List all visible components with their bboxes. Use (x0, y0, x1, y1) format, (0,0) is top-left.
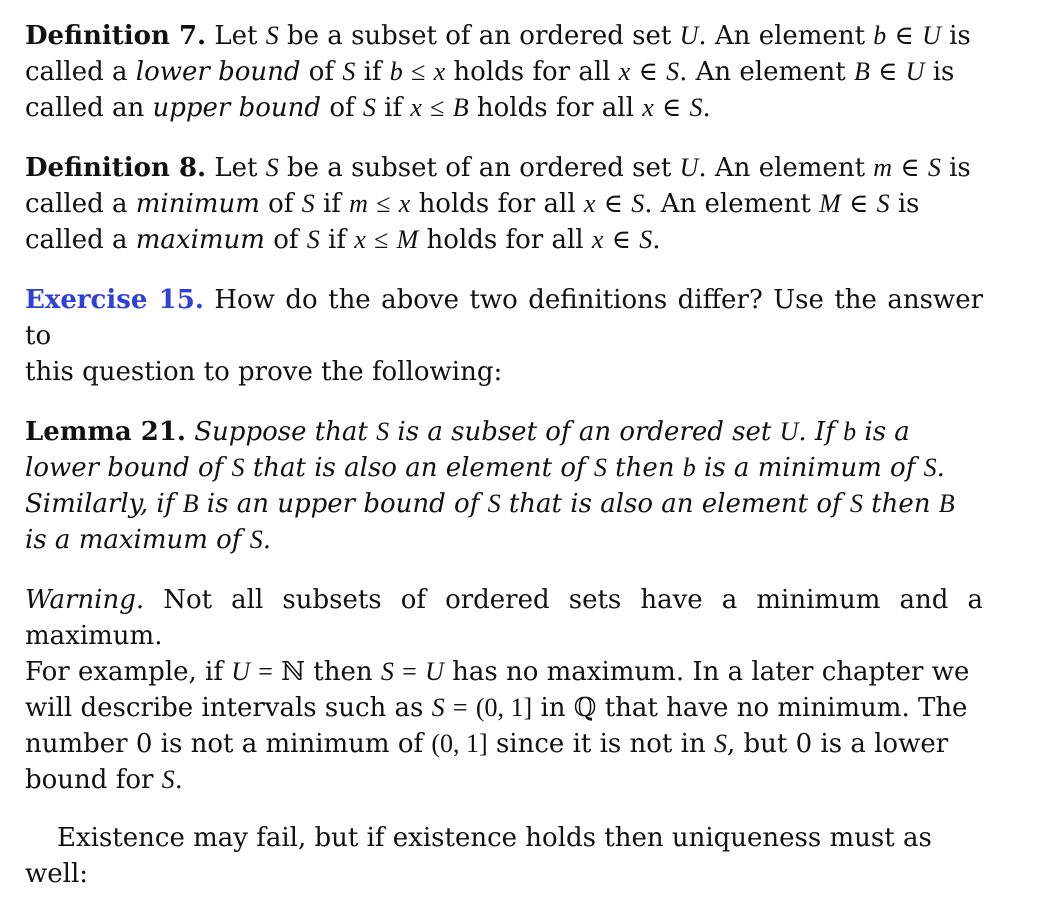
text: . An element (644, 189, 811, 219)
text: . (702, 93, 711, 123)
warning-header: Warning. (25, 585, 145, 615)
exercise-15 (25, 282, 983, 390)
math-var: b (389, 57, 403, 86)
term-minimum: minimum (135, 189, 260, 219)
def8-header: Definition 8. (25, 153, 207, 183)
term-upper-bound: upper bound (152, 93, 322, 123)
def7-line-3 (25, 90, 983, 126)
text: is a minimum of (704, 453, 916, 483)
text: is a subset of an ordered set (397, 417, 772, 447)
text: How do the above two definitions differ? Use the answer to (25, 285, 984, 351)
text: be a subset of an ordered set (287, 153, 672, 183)
math-var: x (591, 225, 604, 254)
math-symbol: ∈ (878, 57, 898, 86)
text: this question to prove the following: (25, 357, 503, 387)
math-symbol: ∈ (849, 189, 869, 218)
lemma-21-header: Lemma 21. (25, 417, 186, 447)
text: Let (214, 21, 258, 51)
math-var: S (265, 153, 279, 182)
text: number 0 is not a minimum of (25, 729, 424, 759)
text: . An element (679, 57, 846, 87)
math-var: U (231, 657, 251, 686)
math-var: S (689, 93, 703, 122)
term-lower-bound: lower bound (135, 57, 301, 87)
math-var: S (593, 453, 607, 482)
math-var: M (396, 225, 419, 254)
math-var: S (487, 489, 501, 518)
math-var: x (618, 57, 631, 86)
text: lower bound of (25, 453, 224, 483)
closing-paragraph (25, 820, 983, 892)
math-var: S (927, 153, 941, 182)
text: . (174, 765, 183, 795)
warning-line-4 (25, 726, 983, 762)
math-var: x (642, 93, 654, 122)
text: , but 0 is a lower (726, 729, 949, 759)
text: of (308, 57, 335, 87)
text: Similarly, if (25, 489, 175, 519)
interval: (0, 1] (431, 729, 488, 758)
math-var: S (876, 189, 890, 218)
lemma-line-4 (25, 522, 983, 558)
text: is a (864, 417, 910, 447)
text: then (615, 453, 675, 483)
text: if (363, 57, 382, 87)
math-var: S (849, 489, 863, 518)
math-var: S (265, 21, 279, 50)
math-var: m (349, 189, 368, 218)
text: of (268, 189, 294, 219)
text: holds for all (453, 57, 611, 87)
text: will describe intervals such as (25, 693, 424, 723)
math-var: x (433, 57, 446, 86)
naturals-symbol: ℕ (281, 657, 305, 686)
math-var: S (713, 729, 727, 758)
def8-line-2 (25, 186, 983, 222)
math-symbol: ∈ (894, 21, 914, 50)
math-var: x (583, 189, 596, 218)
interval: (0, 1] (475, 693, 533, 722)
math-var: U (779, 417, 799, 446)
math-symbol: ∈ (611, 225, 631, 254)
math-var: m (873, 153, 893, 182)
text: is (949, 21, 971, 51)
math-var: U (425, 657, 444, 686)
math-symbol: = (402, 657, 417, 686)
text: that is also an element of (252, 453, 586, 483)
math-var: S (249, 525, 263, 554)
exercise-line-2 (25, 354, 983, 390)
math-var: S (306, 225, 320, 254)
math-var: S (923, 453, 937, 482)
math-var: U (679, 153, 699, 182)
text: is an upper bound of (206, 489, 480, 519)
term-maximum: maximum (135, 225, 265, 255)
math-var: S (631, 189, 645, 218)
math-var: S (362, 93, 376, 122)
text: be a subset of an ordered set (287, 21, 672, 51)
lemma-21 (25, 414, 983, 558)
math-var: S (376, 417, 390, 446)
math-var: x (410, 93, 422, 122)
math-symbol: ≤ (374, 225, 389, 254)
math-var: S (666, 57, 680, 86)
def8-line-1 (25, 150, 983, 186)
warning (25, 582, 983, 798)
math-symbol: ∈ (900, 153, 920, 182)
exercise-line-1 (25, 282, 983, 354)
text: then (313, 657, 373, 687)
text: since it is not in (495, 729, 706, 759)
text: is (949, 153, 971, 183)
lemma-line-2 (25, 450, 983, 486)
math-var: b (873, 21, 887, 50)
math-var: x (354, 225, 366, 254)
text: . (262, 525, 271, 555)
text: if (328, 225, 346, 255)
math-var: S (342, 57, 356, 86)
definition-7 (25, 18, 983, 126)
text: then (871, 489, 931, 519)
warning-line-2 (25, 654, 983, 690)
math-var: b (843, 417, 857, 446)
math-var: S (301, 189, 315, 218)
math-var: B (854, 57, 870, 86)
math-var: S (231, 453, 245, 482)
text: that is also an element of (508, 489, 842, 519)
math-var: S (161, 765, 175, 794)
text: bound for (25, 765, 154, 795)
text: . (652, 225, 661, 255)
def7-line-2 (25, 54, 983, 90)
math-symbol: ≤ (411, 57, 426, 86)
math-symbol: = (452, 693, 468, 722)
math-var: b (682, 453, 696, 482)
text: . If (798, 417, 835, 447)
closing-text: Existence may fail, but if existence holds then uniqueness must as well: (25, 823, 932, 889)
math-var: B (452, 93, 469, 122)
def7-line-1 (25, 18, 983, 54)
text: if (322, 189, 341, 219)
text: if (384, 93, 403, 123)
warning-line-3 (25, 690, 983, 726)
definition-8 (25, 150, 983, 258)
math-var: S (639, 225, 653, 254)
text: of (273, 225, 299, 255)
math-symbol: ∈ (638, 57, 658, 86)
text: called a (25, 57, 128, 87)
warning-line-1 (25, 582, 983, 654)
text: holds for all (476, 93, 634, 123)
lemma-line-3 (25, 486, 983, 522)
math-symbol: ∈ (603, 189, 623, 218)
rationals-symbol: ℚ (573, 693, 597, 722)
math-var: B (182, 489, 199, 518)
text: of (329, 93, 355, 123)
math-var: S (431, 693, 445, 722)
math-symbol: ∈ (662, 93, 682, 122)
text: . An element (698, 153, 866, 183)
text: is (897, 189, 920, 219)
page-content (25, 18, 983, 916)
warning-line-5 (25, 762, 983, 798)
text: called a (25, 189, 128, 219)
text: holds for all (418, 189, 576, 219)
math-var: U (922, 21, 941, 50)
text: . (936, 453, 945, 483)
lemma-line-1 (25, 414, 983, 450)
text: has no maximum. In a later chapter we (452, 657, 970, 687)
math-symbol: = (258, 657, 273, 686)
text: Let (214, 153, 258, 183)
math-var: U (905, 57, 925, 86)
math-symbol: ≤ (376, 189, 391, 218)
text: . An element (698, 21, 866, 51)
math-var: x (398, 189, 411, 218)
def8-line-3 (25, 222, 983, 258)
math-var: S (380, 657, 394, 686)
text: Suppose that (194, 417, 368, 447)
text: holds for all (426, 225, 584, 255)
text: in (540, 693, 566, 723)
text: Not all subsets of ordered sets have a minimum and a maximum. (25, 585, 984, 651)
text: called an (25, 93, 145, 123)
text: is (932, 57, 955, 87)
text: For example, if (25, 657, 223, 687)
math-var: M (819, 189, 841, 218)
text: called a (25, 225, 128, 255)
text: is a maximum of (25, 525, 242, 555)
math-var: B (938, 489, 955, 518)
math-var: U (679, 21, 699, 50)
def7-header: Definition 7. (25, 21, 207, 51)
exercise-15-link[interactable]: Exercise 15. (25, 285, 204, 315)
math-symbol: ≤ (430, 93, 445, 122)
text: that have no minimum. The (604, 693, 968, 723)
